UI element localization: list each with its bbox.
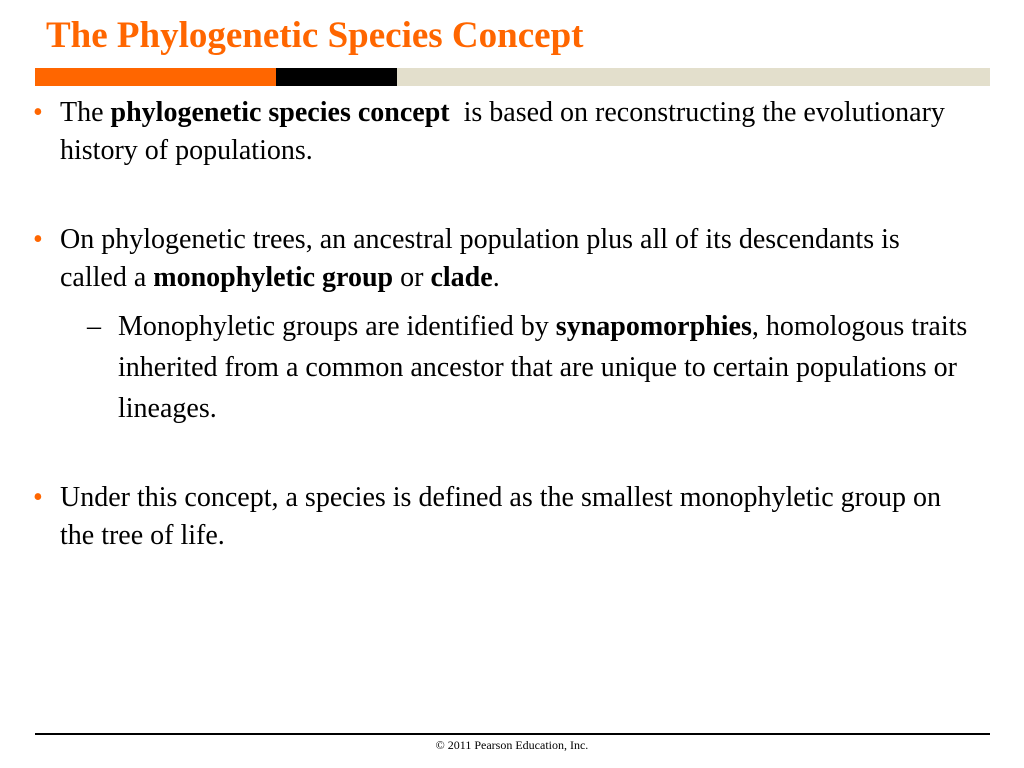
bar-black-segment xyxy=(276,68,397,86)
bullet-icon: • xyxy=(33,224,43,255)
dash-icon: – xyxy=(87,311,101,342)
term-synapomorphies: synapomorphies xyxy=(555,311,752,342)
bullet-text: The phylogenetic species concept is based on reconstructing the evolutionary history of populations. xyxy=(60,97,952,166)
term-clade: clade xyxy=(430,262,493,293)
slide-title: The Phylogenetic Species Concept xyxy=(46,15,584,56)
bar-orange-segment xyxy=(35,68,276,86)
term-monophyletic-group: monophyletic group xyxy=(153,262,394,293)
bar-beige-segment xyxy=(397,68,990,86)
term-phylogenetic-species-concept: phylogenetic species concept xyxy=(110,97,450,128)
bullet-icon: • xyxy=(33,482,43,513)
footer-divider xyxy=(35,733,990,735)
copyright-footer: © 2011 Pearson Education, Inc. xyxy=(435,738,589,752)
title-underline-bar xyxy=(35,68,990,86)
bullet-text: On phylogenetic trees, an ancestral population plus all of its descendants is called a monophyletic group or clade. xyxy=(60,224,900,293)
sub-bullet-text: Monophyletic groups are identified by synapomorphies, homologous traits inherited from a common ancestor that are unique to certain populations or lineages. xyxy=(118,311,968,424)
bullet-text: Under this concept, a species is defined as the smallest monophyletic group on the tree of life. xyxy=(60,482,942,551)
bullet-icon: • xyxy=(33,97,43,128)
